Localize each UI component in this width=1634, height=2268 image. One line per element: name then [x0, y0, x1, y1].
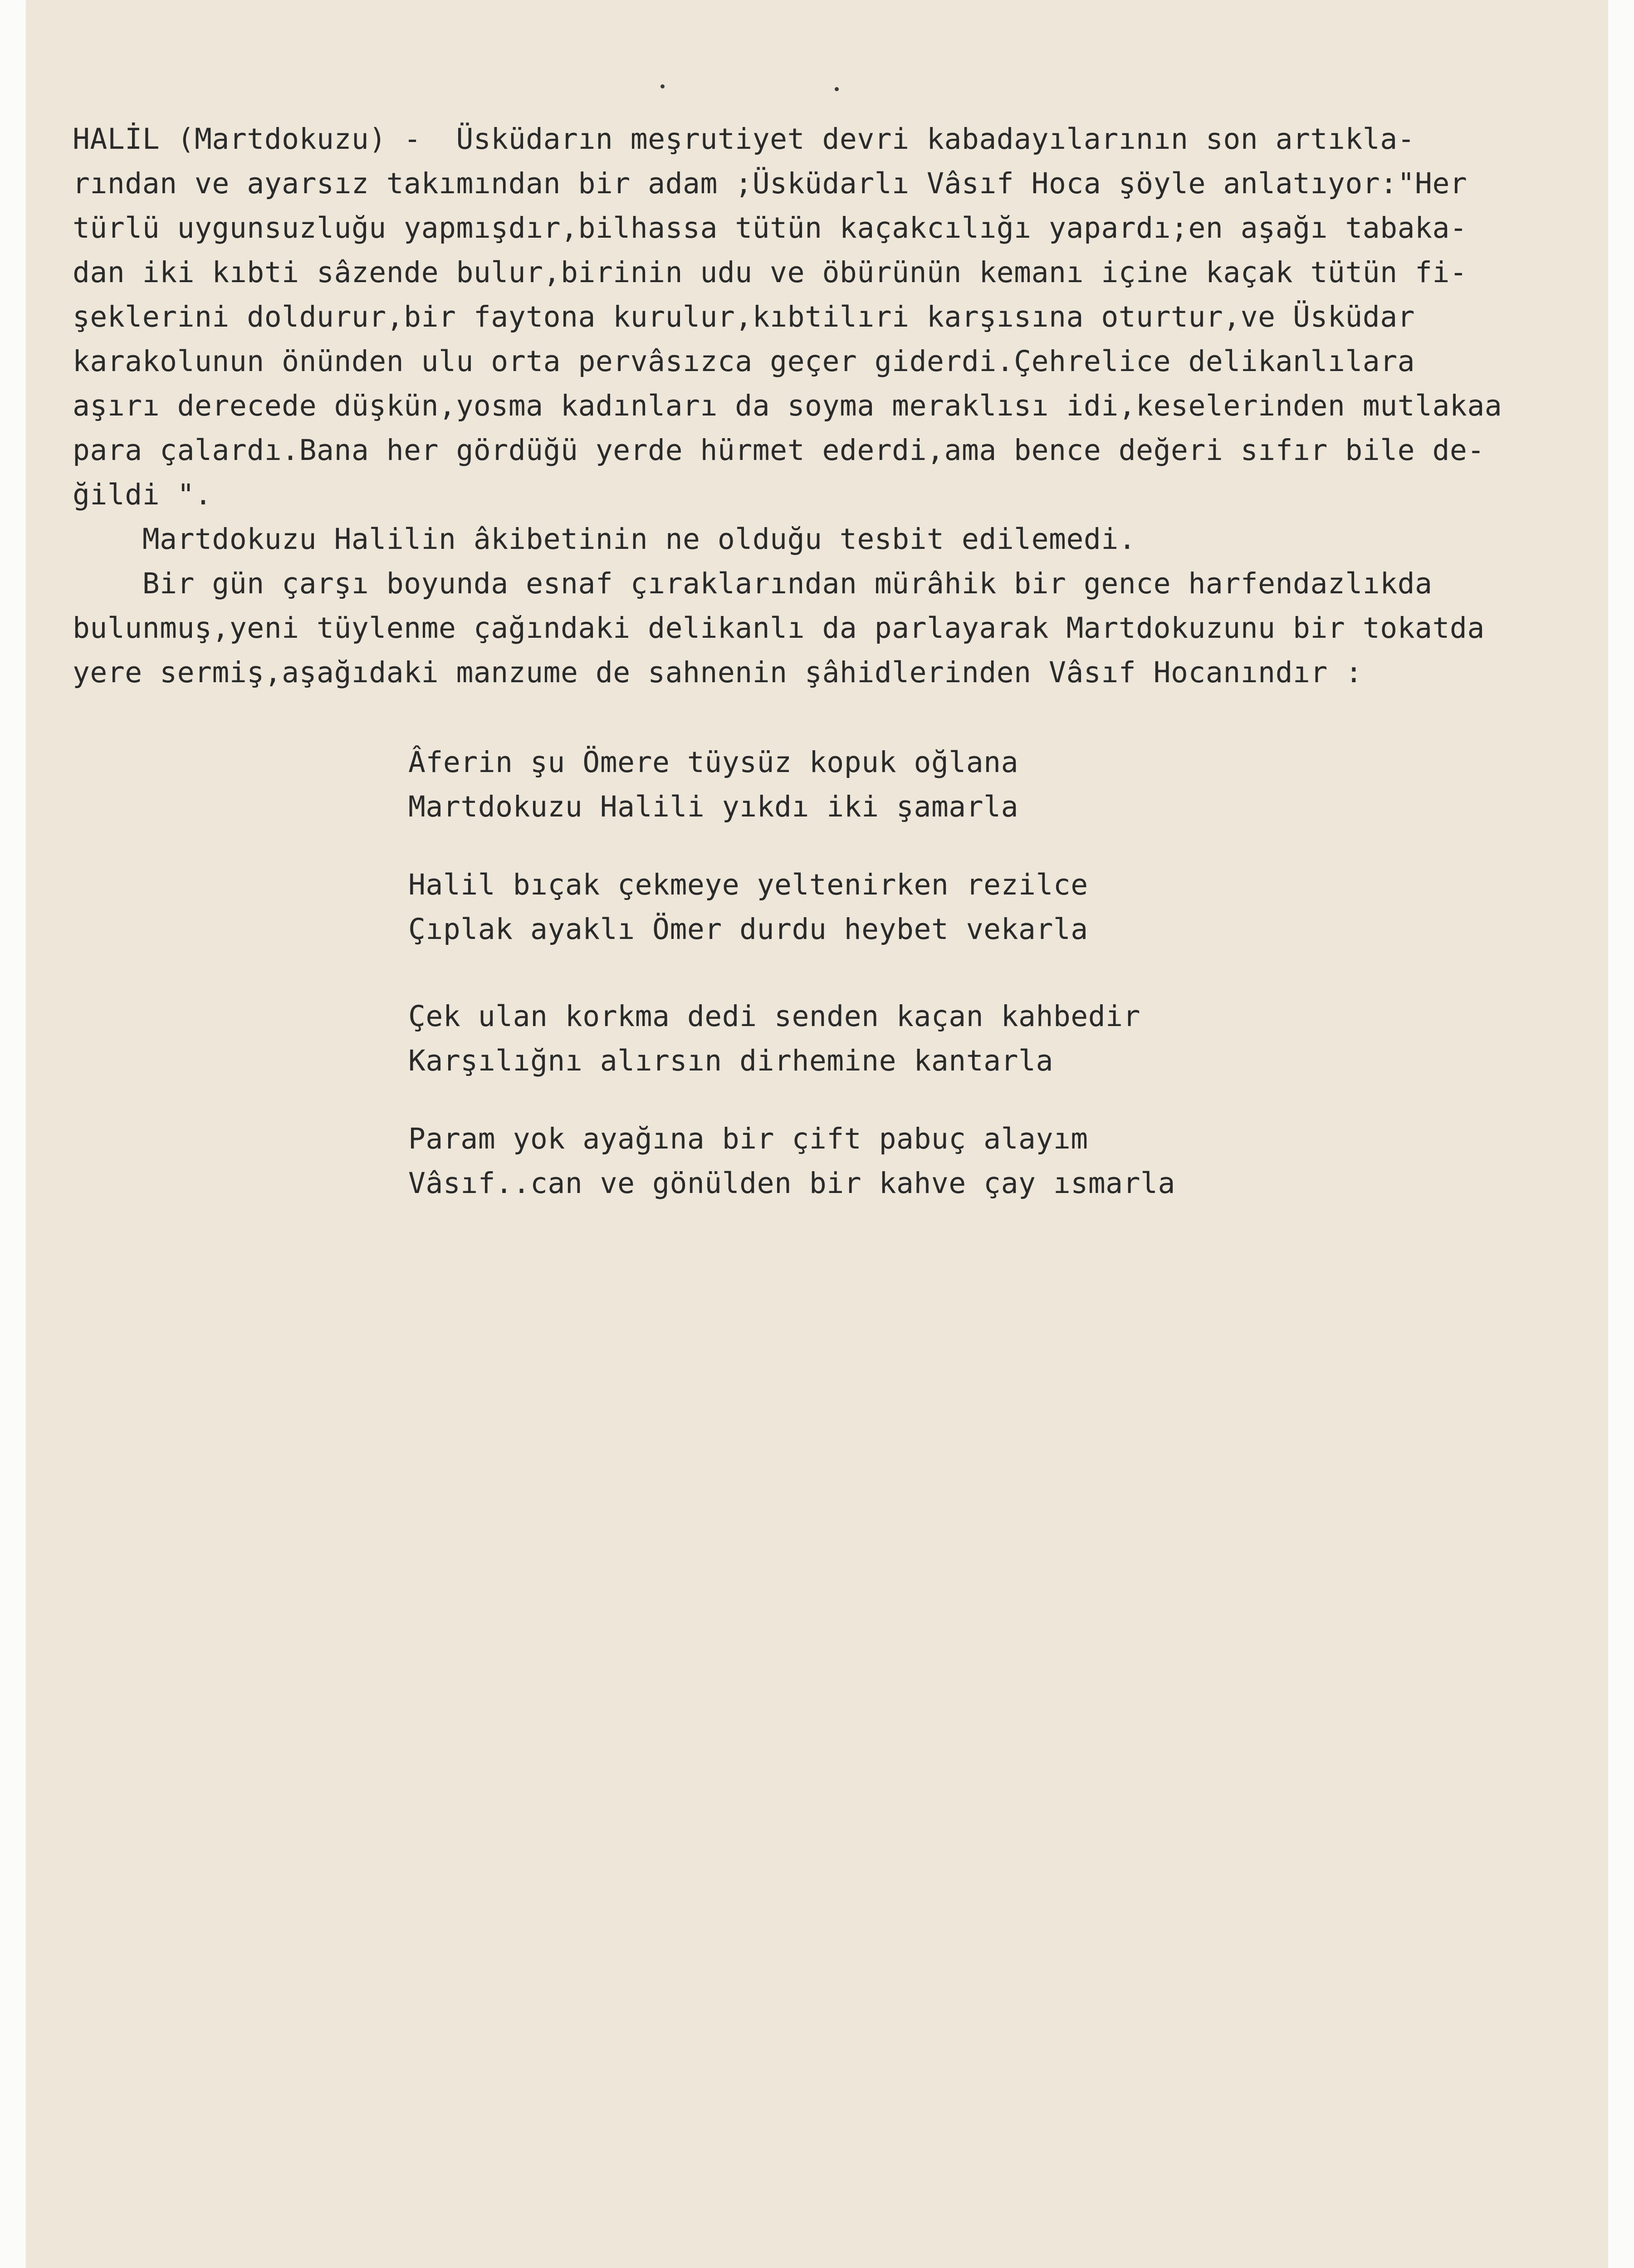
paragraph-intro	[73, 117, 1606, 517]
poem	[408, 1117, 1175, 1206]
poem-stanza	[408, 863, 1088, 952]
paragraph-incident	[73, 562, 1606, 695]
text-line: rından ve ayarsız takımından bir adam ;Üsküdarlı Vâsıf Hoca şöyle anlatıyor:"Her	[73, 167, 1468, 200]
text-line: bulunmuş,yeni tüylenme çağındaki delikanlı da parlayarak Martdokuzunu bir tokatda	[73, 611, 1485, 645]
poem	[408, 740, 1018, 829]
poem	[408, 994, 1140, 1083]
ink-speck	[660, 84, 665, 88]
poem-line: Çıplak ayaklı Ömer durdu heybet vekarla	[408, 913, 1088, 946]
text-line: aşırı derecede düşkün,yosma kadınları da soyma meraklısı idi,keselerinden mutlakaa	[73, 389, 1502, 422]
poem-line: Param yok ayağına bir çift pabuç alayım	[408, 1122, 1088, 1155]
prose-body	[73, 117, 1606, 695]
poem-line: Halil bıçak çekmeye yeltenirken rezilce	[408, 868, 1088, 901]
paragraph-fate	[73, 517, 1606, 562]
ink-speck	[835, 87, 839, 91]
text-line: para çalardı.Bana her gördüğü yerde hürmet ederdi,ama bence değeri sıfır bile de-	[73, 434, 1485, 467]
text-line: dan iki kıbti sâzende bulur,birinin udu ve öbürünün kemanı içine kaçak tütün fi-	[73, 256, 1468, 289]
poem	[408, 863, 1088, 952]
text-line: karakolunun önünden ulu orta pervâsızca geçer giderdi.Çehrelice delikanlılara	[73, 345, 1415, 378]
text-line: ğildi ".	[73, 478, 212, 511]
poem-stanza	[408, 740, 1018, 829]
text-line: türlü uygunsuzluğu yapmışdır,bilhassa tütün kaçakcılığı yapardı;en aşağı tabaka-	[73, 211, 1468, 244]
poem-line: Martdokuzu Halili yıkdı iki şamarla	[408, 790, 1019, 823]
poem-stanza	[408, 994, 1140, 1083]
poem-line: Âferin şu Ömere tüysüz kopuk oğlana	[408, 746, 1019, 779]
poem-line: Karşılığnı alırsın dirhemine kantarla	[408, 1044, 1053, 1077]
poem-line: Vâsıf..can ve gönülden bir kahve çay ısmarla	[408, 1167, 1175, 1200]
poem-line: Çek ulan korkma dedi senden kaçan kahbedir	[408, 1000, 1141, 1033]
text-line: HALİL (Martdokuzu) - Üsküdarın meşrutiyet devri kabadayılarının son artıkla-	[73, 122, 1415, 156]
text-line: yere sermiş,aşağıdaki manzume de sahnenin şâhidlerinden Vâsıf Hocanındır :	[73, 656, 1363, 689]
poem-stanza	[408, 1117, 1175, 1206]
text-line: Bir gün çarşı boyunda esnaf çıraklarından mürâhik bir gence harfendazlıkda	[73, 567, 1433, 600]
text-line: şeklerini doldurur,bir faytona kurulur,kıbtilıri karşısına oturtur,ve Üsküdar	[73, 300, 1415, 333]
text-line: Martdokuzu Halilin âkibetinin ne olduğu tesbit edilemedi.	[73, 523, 1136, 556]
